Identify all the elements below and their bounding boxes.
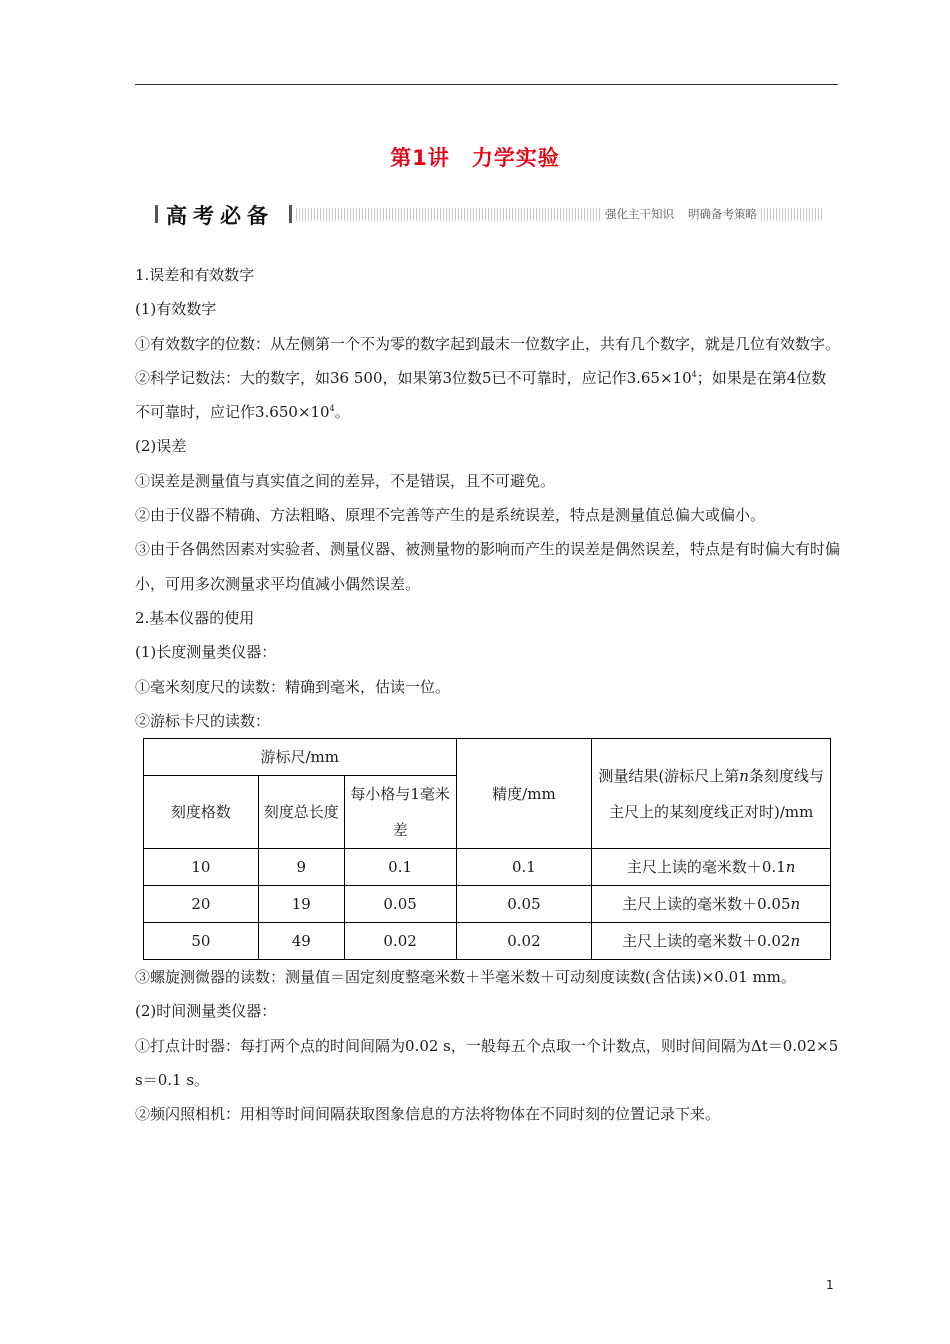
cell-precision: 0.05 [456, 886, 592, 923]
banner-left-bar [155, 205, 158, 223]
lecture-topic: 力学实验 [471, 146, 560, 170]
header-result: 测量结果(游标尺上第n条刻度线与主尺上的某刻度线正对时)/mm [592, 739, 831, 849]
para-systematic-error: ②由于仪器不精确、方法粗略、原理不完善等产生的是系统误差，特点是测量值总偏大或偏小。 [135, 506, 766, 525]
cell-total: 19 [258, 886, 344, 923]
para-micrometer: ③螺旋测微器的读数：测量值＝固定刻度整毫米数＋半毫米数＋可动刻度读数(含估读)×0.01 mm。 [135, 968, 796, 987]
banner-sub-2: 明确备考策略 [688, 207, 757, 221]
para-ticker-timer: ①打点计时器：每打两个点的时间间隔为0.02 s，一般每五个点取一个计数点，则时间间隔为Δt＝0.02×5 s＝0.1 s。 [135, 1036, 839, 1090]
main-content [135, 258, 840, 1132]
subheading-length: (1)长度测量类仪器： [135, 643, 277, 662]
cell-precision: 0.02 [456, 923, 592, 960]
heading-2: 2.基本仪器的使用 [135, 608, 255, 627]
para-strobe-camera: ②频闪照相机：用相等时间间隔获取图象信息的方法将物体在不同时刻的位置记录下来。 [135, 1105, 721, 1124]
cell-result: 主尺上读的毫米数＋0.1n [592, 849, 831, 886]
para-random-error: ③由于各偶然因素对实验者、测量仪器、被测量物的影响而产生的误差是偶然误差，特点是有时偏大有时偏小，可用多次测量求平均值减小偶然误差。 [135, 540, 841, 593]
banner-subtitle [601, 205, 761, 223]
cell-total: 9 [258, 849, 344, 886]
cell-divisions: 50 [144, 923, 259, 960]
table-row [144, 886, 831, 923]
table-row [144, 849, 831, 886]
lecture-number: 第1讲 [390, 146, 450, 170]
cell-precision: 0.1 [456, 849, 592, 886]
heading-1: 1.误差和有效数字 [135, 266, 255, 284]
cell-divisions: 20 [144, 886, 259, 923]
banner-right-bar [289, 205, 292, 223]
subheading-significant-figures: (1)有效数字 [135, 300, 217, 319]
subheading-time: (2)时间测量类仪器： [135, 1002, 277, 1021]
section-banner [155, 200, 823, 228]
cell-diff: 0.02 [344, 923, 456, 960]
header-precision: 精度/mm [456, 739, 592, 849]
cell-result: 主尺上读的毫米数＋0.05n [592, 886, 831, 923]
table-row [144, 923, 831, 960]
cell-result: 主尺上读的毫米数＋0.02n [592, 923, 831, 960]
para-digit-count: ①有效数字的位数：从左侧第一个不为零的数字起到最末一位数字止，共有几个数字，就是几位有效数字。 [135, 334, 841, 353]
page-title [0, 142, 950, 172]
para-error-definition: ①误差是测量值与真实值之间的差异，不是错误，且不可避免。 [135, 471, 556, 490]
banner-sub-1: 强化主干知识 [605, 207, 674, 221]
top-rule [135, 84, 838, 85]
page-number: 1 [826, 1278, 834, 1292]
header-divisions: 刻度格数 [144, 776, 259, 849]
cell-diff: 0.05 [344, 886, 456, 923]
para-vernier: ②游标卡尺的读数： [135, 711, 271, 730]
para-ruler: ①毫米刻度尺的读数：精确到毫米，估读一位。 [135, 677, 451, 696]
para-scientific-notation: ②科学记数法：大的数字，如36 500，如果第3位数5已不可靠时，应记作$3.65\times 10^4$；如果是在第4位数不可靠时，应记作$3.650\times 10^4$。 [135, 368, 827, 422]
header-total-length: 刻度总长度 [258, 776, 344, 849]
banner-title: 高考必备 [166, 203, 274, 228]
cell-total: 49 [258, 923, 344, 960]
cell-divisions: 10 [144, 849, 259, 886]
cell-diff: 0.1 [344, 849, 456, 886]
vernier-table [143, 738, 831, 960]
subheading-error: (2)误差 [135, 437, 187, 456]
header-vernier-scale: 游标尺/mm [144, 739, 457, 776]
header-diff: 每小格与1毫米差 [344, 776, 456, 849]
